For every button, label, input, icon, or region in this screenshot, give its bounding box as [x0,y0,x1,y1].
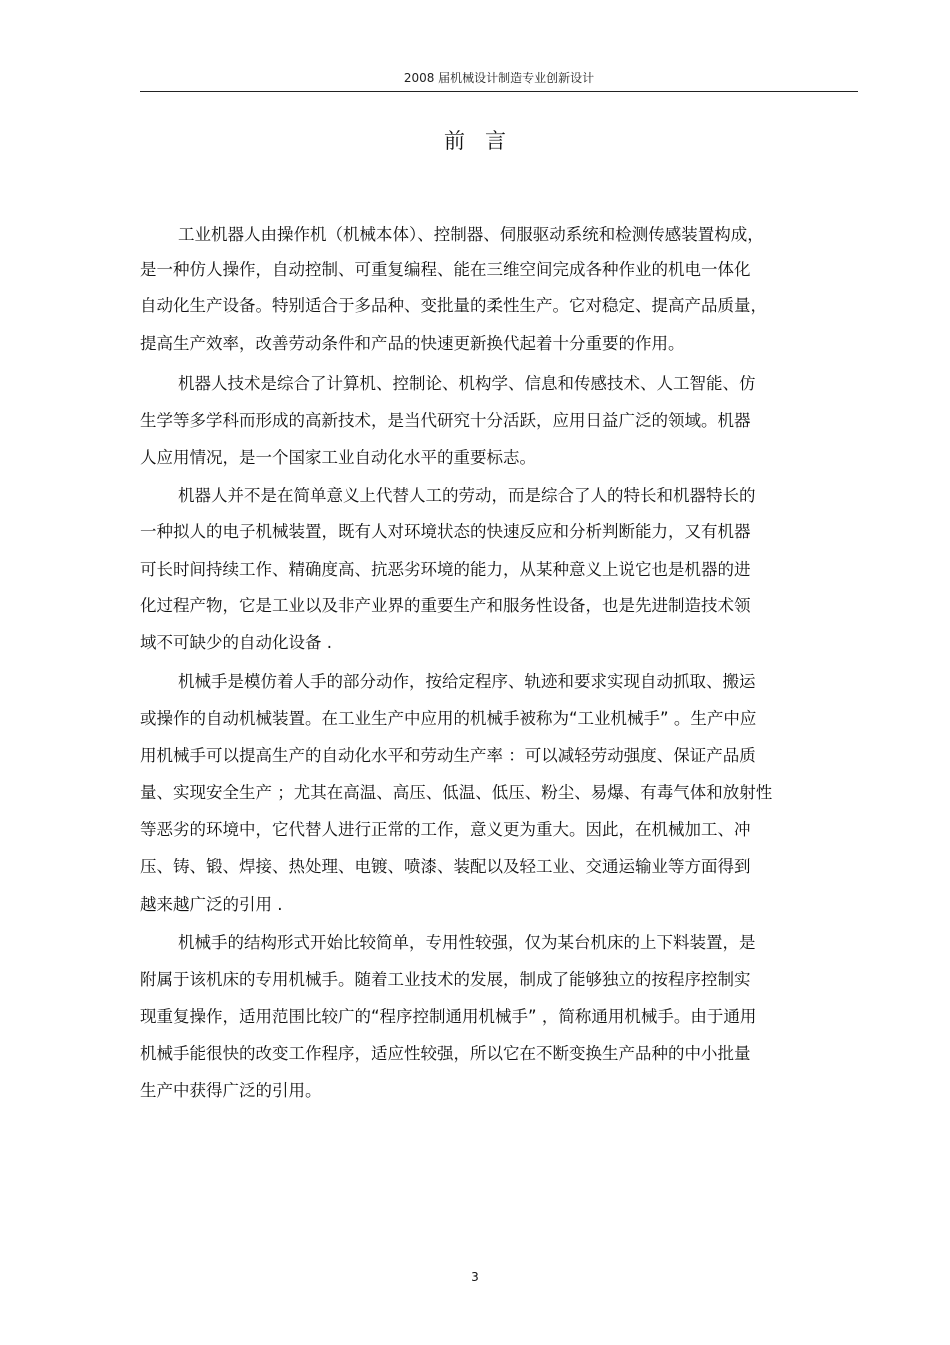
text-line: 机器人并不是在简单意义上代替人工的劳动，而是综合了人的特长和机器特长的 [178,486,756,505]
text-line: 越来越广泛的引用 . [140,895,283,914]
text-line: 生学等多学科而形成的高新技术，是当代研究十分活跃，应用日益广泛的领域。机器 [140,411,751,430]
text-line: 附属于该机床的专用机械手。随着工业技术的发展，制成了能够独立的按程序控制实 [140,970,751,989]
text-line: 机械手是模仿着人手的部分动作，按给定程序、轨迹和要求实现自动抓取、搬运 [178,672,756,691]
text-line: 压、铸、锻、焊接、热处理、电镀、喷漆、装配以及轻工业、交通运输业等方面得到 [140,857,751,876]
page-title: 前言 [444,129,526,153]
text-line: 现重复操作，适用范围比较广的“程序控制通用机械手” ，简称通用机械手。由于通用 [140,1007,757,1026]
text-line: 可长时间持续工作、精确度高、抗恶劣环境的能力，从某种意义上说它也是机器的进 [140,560,751,579]
text-line: 提高生产效率，改善劳动条件和产品的快速更新换代起着十分重要的作用。 [140,334,685,353]
text-line: 机械手的结构形式开始比较简单，专用性较强，仅为某台机床的上下料装置，是 [178,933,756,952]
text-line: 是一种仿人操作，自动控制、可重复编程、能在三维空间完成各种作业的机电一体化 [140,260,751,279]
text-line: 一种拟人的电子机械装置，既有人对环境状态的快速反应和分析判断能力，又有机器 [140,522,751,541]
text-line: 化过程产物，它是工业以及非产业界的重要生产和服务性设备，也是先进制造技术领 [140,596,751,615]
text-line: 用机械手可以提高生产的自动化水平和劳动生产率 ：可以减轻劳动强度、保证产品质 [140,746,756,765]
text-line: 自动化生产设备。特别适合于多品种、变批量的柔性生产。它对稳定、提高产品质量， [140,296,767,315]
text-line: 人应用情况，是一个国家工业自动化水平的重要标志。 [140,448,536,467]
text-line: 量、实现安全生产 ；尤其在高温、高压、低温、低压、粉尘、易爆、有毒气体和放射性 [140,783,773,802]
text-line: 等恶劣的环境中，它代替人进行正常的工作，意义更为重大。因此，在机械加工、冲 [140,820,751,839]
header-rule [140,91,858,92]
text-line: 机器人技术是综合了计算机、控制论、机构学、信息和传感技术、人工智能、仿 [178,374,756,393]
text-line: 工业机器人由操作机（机械本体）、控制器、伺服驱动系统和检测传感装置构成， [178,225,764,244]
text-line: 域不可缺少的自动化设备 . [140,633,332,652]
page-number: 3 [471,1270,479,1284]
text-line: 机械手能很快的改变工作程序，适应性较强，所以它在不断变换生产品种的中小批量 [140,1044,751,1063]
running-header: 2008 届机械设计制造专业创新设计 [403,71,595,85]
text-line: 生产中获得广泛的引用。 [140,1081,322,1100]
text-line: 或操作的自动机械装置。在工业生产中应用的机械手被称为“工业机械手” 。生产中应 [140,709,757,728]
